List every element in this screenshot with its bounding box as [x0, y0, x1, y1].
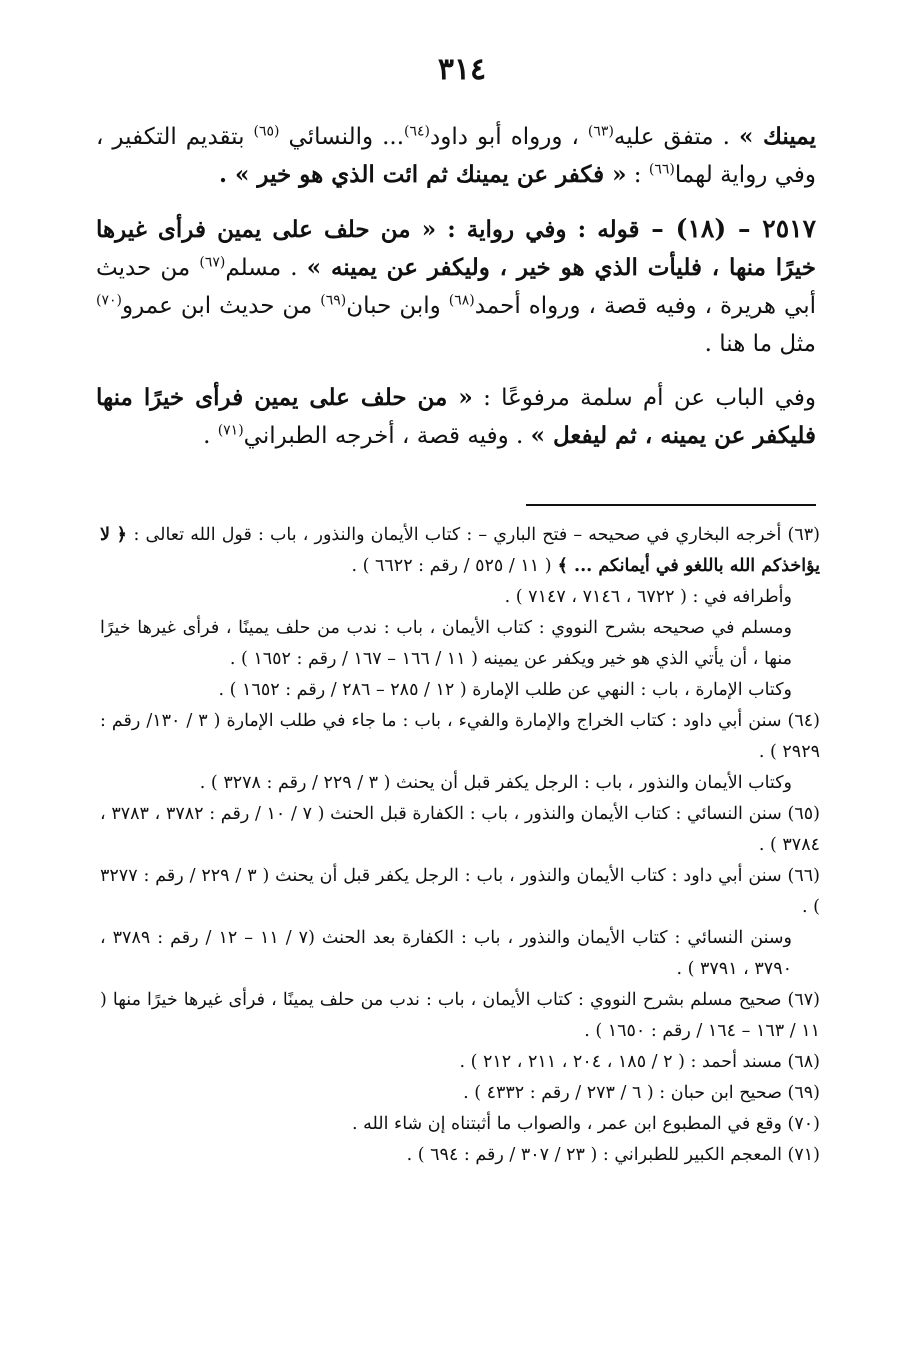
- body-text: وابن حبان: [346, 293, 449, 319]
- body-text: وفي الباب عن أم سلمة مرفوعًا :: [472, 385, 816, 411]
- footnote-ref[interactable]: (٧٠): [96, 292, 122, 309]
- body-text: . متفق عليه: [613, 124, 739, 150]
- footnote-ref[interactable]: (٦٤): [404, 123, 431, 140]
- footnote-71: (٧١) المعجم الكبير للطبراني : ( ٢٣ / ٣٠٧ / رقم : ٦٩٤ ) .: [406, 1145, 820, 1165]
- footnote-63-cont: ومسلم في صحيحه بشرح النووي : كتاب الأيمان ، باب : ندب من حلف يمينًا ، فرأى غيرها خيرًا منها ، أن يأتي الذي هو خير ويكفر عن يمينه ( ١١ / ١٦٦ – ١٦٧ / رقم : ١٦٥٢ ) .: [100, 618, 792, 669]
- footnote-66-cont: وسنن النسائي : كتاب الأيمان والنذور ، باب : الكفارة بعد الحنث (٧ / ١١ – ١٢ / رقم : ٣٧٨٩ ، ٣٧٩٠ ، ٣٧٩١ ) .: [100, 928, 792, 979]
- hadith-number: ٢٥١٧ – (١٨) –: [639, 214, 816, 243]
- footnote-63-cont: وكتاب الإمارة ، باب : النهي عن طلب الإمارة ( ١٢ / ٢٨٥ – ٢٨٦ / رقم : ١٦٥٢ ) .: [218, 680, 792, 700]
- footnote-text: ( ١١ / ٥٢٥ / رقم : ٦٦٢٢ ) .: [351, 556, 552, 576]
- footnote-63-cont: وأطرافه في : ( ٦٧٢٢ ، ٧١٤٦ ، ٧١٤٧ ) .: [504, 587, 792, 607]
- footnote-68: (٦٨) مسند أحمد : ( ٢ / ١٨٥ ، ٢٠٤ ، ٢١١ ، ٢١٢ ) .: [459, 1052, 820, 1072]
- page-number: ٣١٤: [437, 52, 487, 87]
- footnote-66: (٦٦) سنن أبي داود : كتاب الأيمان والنذور ، باب : الرجل يكفر قبل أن يحنث ( ٣ / ٢٢٩ / رقم : ٣٢٧٧ ) .: [100, 866, 820, 917]
- footnote-64: (٦٤) سنن أبي داود : كتاب الخراج والإمارة والفيء ، باب : ما جاء في طلب الإمارة ( ٣ / ١٣٠/ رقم : ٢٩٢٩ ) .: [100, 711, 820, 762]
- hadith-quote: « فكفر عن يمينك ثم ائت الذي هو خير » .: [219, 161, 627, 188]
- hadith-quote: قوله : وفي رواية : « من حلف على يمين فرأى غيرها خيرًا منها ، فليأت الذي هو خير ، وليكفر عن يمينه »: [96, 216, 816, 281]
- footnote-separator: [526, 504, 816, 506]
- body-text: . وفيه قصة ، أخرجه الطبراني: [243, 423, 531, 449]
- footnote-text: (٦٣) أخرجه البخاري في صحيحه – فتح الباري – : كتاب الأيمان والنذور ، باب : قول الله تعالى :: [133, 525, 820, 545]
- body-text: بتقديم التكفير ، وفي رواية لهما: [96, 124, 816, 188]
- body-text: من حديث أبي هريرة ، وفيه قصة ، ورواه أحمد: [96, 255, 816, 319]
- footnote-ref[interactable]: (٦٩): [320, 292, 347, 309]
- footnote-67: (٦٧) صحيح مسلم بشرح النووي : كتاب الأيمان ، باب : ندب من حلف يمينًا ، فرأى غيرها خيرًا منها ( ١١ / ١٦٣ – ١٦٤ / رقم : ١٦٥٠ ) .: [100, 990, 820, 1041]
- quran-quote: ﴿ لا يؤاخذكم الله باللغو في أيمانكم ... ﴾: [100, 525, 820, 576]
- footnote-ref[interactable]: (٦٨): [448, 292, 475, 309]
- footnote-69: (٦٩) صحيح ابن حبان : ( ٦ / ٢٧٣ / رقم : ٤٣٣٢ ) .: [463, 1083, 820, 1103]
- footnote-ref[interactable]: (٦٦): [648, 161, 675, 178]
- body-text: :: [626, 162, 649, 188]
- footnotes: [100, 520, 820, 1171]
- body-text: ... والنسائي: [279, 124, 405, 150]
- main-text: [96, 118, 816, 455]
- footnote-64-cont: وكتاب الأيمان والنذور ، باب : الرجل يكفر قبل أن يحنث ( ٣ / ٢٢٩ / رقم : ٣٢٧٨ ) .: [199, 773, 792, 793]
- hadith-quote: « من حلف على يمين فرأى خيرًا منها فليكفر عن يمينه ، ثم ليفعل »: [96, 384, 816, 449]
- paragraph-1: [96, 118, 816, 194]
- footnote-70: (٧٠) وقع في المطبوع ابن عمر ، والصواب ما أثبتناه إن شاء الله .: [351, 1114, 820, 1134]
- footnote-ref[interactable]: (٦٥): [253, 123, 280, 140]
- body-text: .: [203, 423, 218, 449]
- body-text: . مسلم: [225, 255, 307, 281]
- footnote-ref[interactable]: (٦٣): [587, 123, 614, 140]
- hadith-quote: يمينك »: [738, 123, 817, 150]
- paragraph-3: [96, 379, 816, 455]
- body-text: ، ورواه أبو داود: [430, 124, 588, 150]
- footnote-ref[interactable]: (٦٧): [199, 254, 226, 271]
- footnote-ref[interactable]: (٧١): [217, 422, 244, 439]
- paragraph-2: [96, 210, 816, 363]
- footnote-65: (٦٥) سنن النسائي : كتاب الأيمان والنذور ، باب : الكفارة قبل الحنث ( ٧ / ١٠ / رقم : ٣٧٨٢ ، ٣٧٨٣ ، ٣٧٨٤ ) .: [100, 804, 820, 855]
- body-text: من حديث ابن عمرو: [121, 293, 321, 319]
- body-text: مثل ما هنا .: [704, 331, 816, 357]
- footnote-63: [100, 520, 820, 582]
